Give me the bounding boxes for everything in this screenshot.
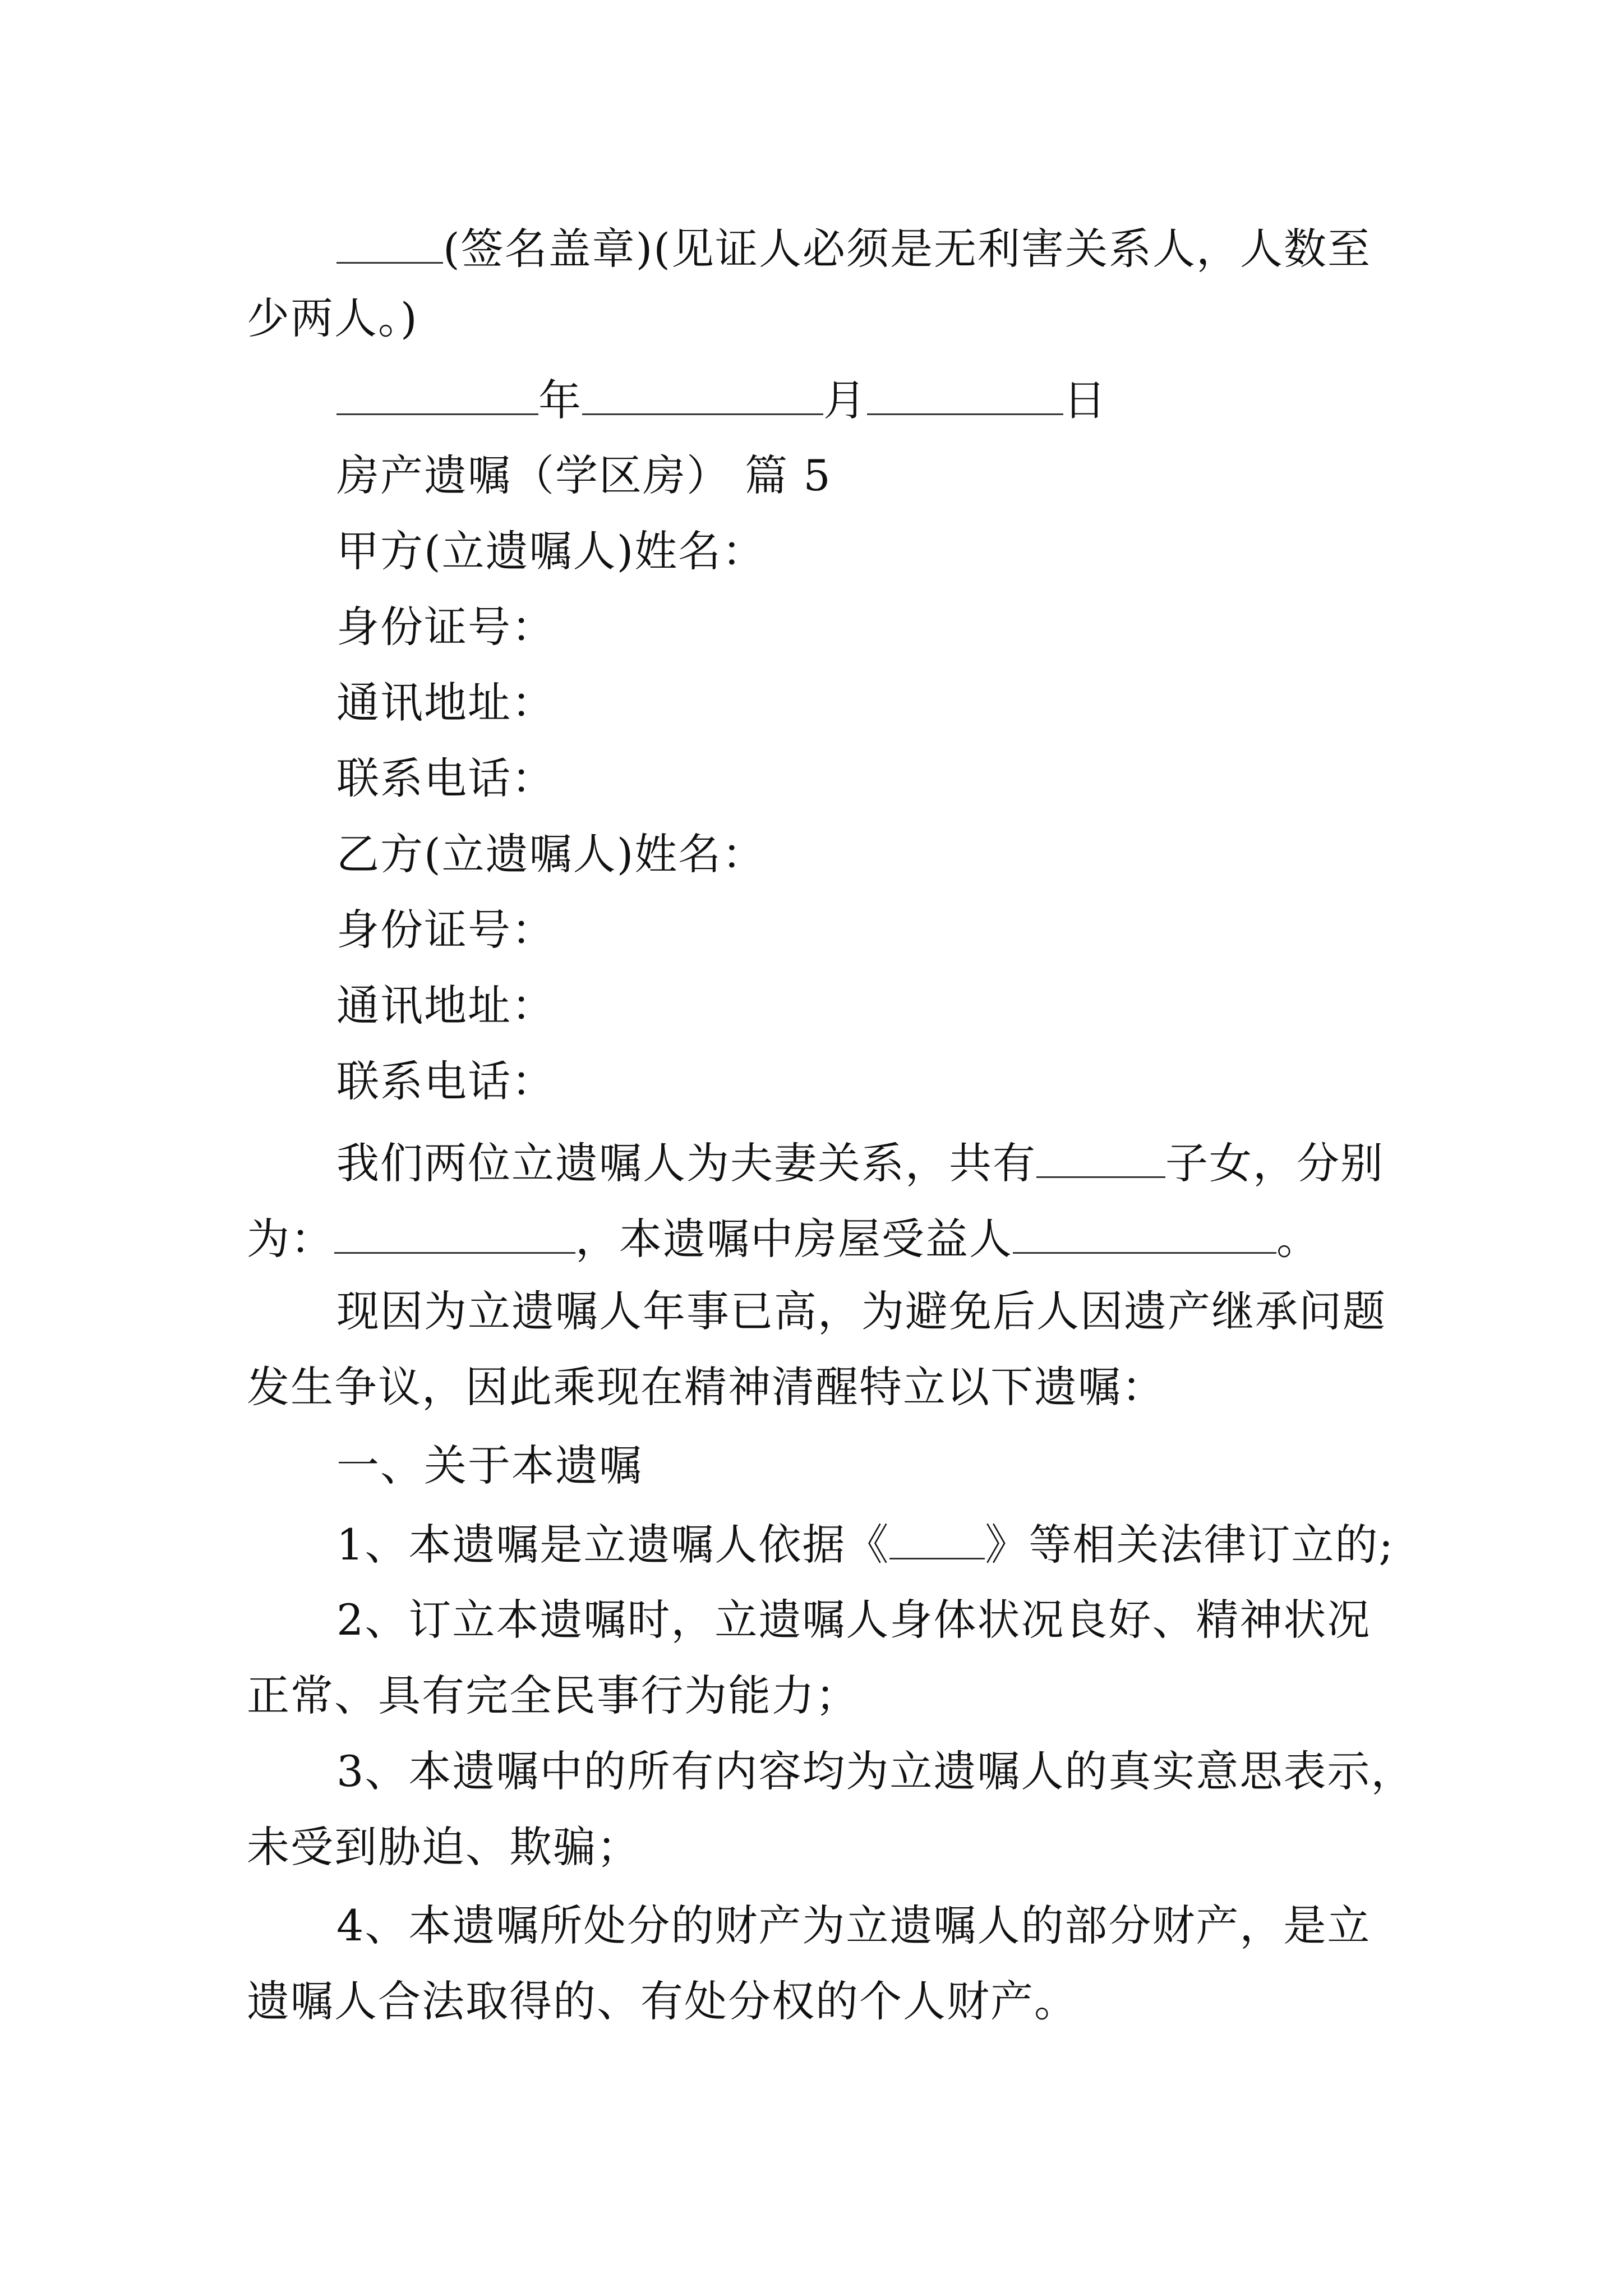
year-blank — [336, 376, 538, 415]
item-1-text-b: 》等相关法律订立的; — [985, 1519, 1394, 1570]
month-label: 月 — [823, 375, 867, 425]
party-b-name: 乙方(立遗嘱人)姓名： — [336, 829, 766, 879]
item-4-line-2: 遗嘱人合法取得的、有处分权的个人财产。 — [247, 1976, 1078, 2026]
children-names-blank — [334, 1214, 575, 1254]
party-a-id: 身份证号： — [336, 602, 555, 652]
reason-line-2: 发生争议，因此乘现在精神清醒特立以下遗嘱： — [247, 1362, 1165, 1412]
party-a-name: 甲方(立遗嘱人)姓名： — [336, 526, 766, 576]
item-2-line-2: 正常、具有完全民事行为能力； — [247, 1671, 859, 1720]
witness-sign-line-continued: 少两人。) — [247, 293, 418, 343]
witness-sign-line — [336, 223, 1481, 274]
relationship-line-1 — [336, 1138, 1481, 1188]
relationship-text-d: ，本遗嘱中房屋受益人 — [575, 1213, 1013, 1264]
party-b-phone: 联系电话： — [336, 1056, 555, 1106]
relationship-text-c: 为： — [247, 1213, 334, 1264]
item-3-line-2: 未受到胁迫、欺骗； — [247, 1822, 640, 1872]
witness-sign-text: (签名盖章)(见证人必须是无利害关系人，人数至 — [443, 223, 1371, 274]
law-name-blank — [889, 1520, 985, 1559]
party-a-address: 通讯地址： — [336, 678, 555, 728]
day-blank — [867, 376, 1063, 415]
day-label: 日 — [1063, 375, 1107, 425]
relationship-line-2 — [247, 1213, 1391, 1264]
party-b-id: 身份证号： — [336, 905, 555, 955]
date-line — [336, 375, 1481, 425]
item-2-line-1: 2、订立本遗嘱时，立遗嘱人身体状况良好、精神状况 — [336, 1595, 1371, 1645]
year-label: 年 — [538, 375, 582, 425]
item-1 — [336, 1519, 1481, 1570]
reason-line-1: 现因为立遗嘱人年事已高，为避免后人因遗产继承问题 — [336, 1286, 1386, 1336]
relationship-text-b: 子女，分别 — [1165, 1138, 1384, 1188]
party-a-phone: 联系电话： — [336, 753, 555, 803]
heading-about-will: 一、关于本遗嘱 — [336, 1441, 643, 1490]
signature-blank — [336, 224, 443, 264]
item-3-line-1: 3、本遗嘱中的所有内容均为立遗嘱人的真实意思表示， — [336, 1746, 1415, 1796]
section-title: 房产遗嘱（学区房） 篇 5 — [336, 450, 832, 500]
month-blank — [582, 376, 823, 415]
relationship-text-e: 。 — [1276, 1213, 1320, 1264]
beneficiary-blank — [1013, 1214, 1276, 1254]
relationship-text-a: 我们两位立遗嘱人为夫妻关系，共有 — [336, 1138, 1036, 1188]
children-count-blank — [1036, 1139, 1165, 1178]
item-4-line-1: 4、本遗嘱所处分的财产为立遗嘱人的部分财产，是立 — [336, 1901, 1371, 1950]
item-1-text-a: 1、本遗嘱是立遗嘱人依据《 — [336, 1519, 890, 1570]
party-b-address: 通讯地址： — [336, 981, 555, 1030]
